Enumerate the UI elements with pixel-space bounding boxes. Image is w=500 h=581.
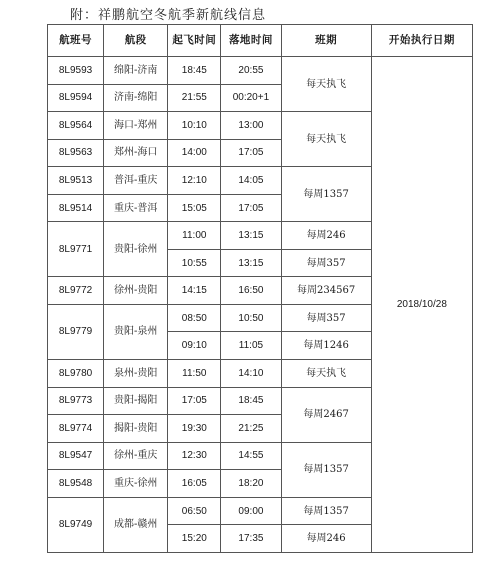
flight-no: 8L9548	[48, 470, 104, 498]
arrival-time: 00:20+1	[221, 84, 281, 112]
page-title: 附：祥鹏航空冬航季新航线信息	[70, 8, 267, 23]
arrival-time: 17:35	[221, 525, 281, 553]
route: 重庆-徐州	[104, 470, 168, 498]
header-departure: 起飞时间	[168, 25, 221, 57]
route: 贵阳-揭阳	[104, 387, 168, 415]
table-row	[48, 57, 473, 85]
departure-time: 10:10	[168, 112, 221, 140]
schedule-days: 每周246	[281, 222, 371, 250]
arrival-time: 13:00	[221, 112, 281, 140]
header-flight-no: 航班号	[48, 25, 104, 57]
arrival-time: 14:05	[221, 167, 281, 195]
start-date: 2018/10/28	[371, 57, 472, 553]
arrival-time: 17:05	[221, 139, 281, 167]
flight-no: 8L9771	[48, 222, 104, 277]
schedule-days: 每周234567	[281, 277, 371, 305]
departure-time: 16:05	[168, 470, 221, 498]
arrival-time: 16:50	[221, 277, 281, 305]
route: 徐州-重庆	[104, 442, 168, 470]
schedule-days: 每周357	[281, 249, 371, 277]
arrival-time: 11:05	[221, 332, 281, 360]
route: 重庆-普洱	[104, 194, 168, 222]
departure-time: 14:00	[168, 139, 221, 167]
schedule-days: 每天执飞	[281, 112, 371, 167]
flight-no: 8L9779	[48, 304, 104, 359]
route: 贵阳-泉州	[104, 304, 168, 359]
arrival-time: 14:55	[221, 442, 281, 470]
schedule-days: 每周246	[281, 525, 371, 553]
arrival-time: 09:00	[221, 497, 281, 525]
table-header-row	[48, 25, 473, 57]
departure-time: 08:50	[168, 304, 221, 332]
flight-no: 8L9514	[48, 194, 104, 222]
arrival-time: 13:15	[221, 222, 281, 250]
route: 揭阳-贵阳	[104, 415, 168, 443]
departure-time: 12:10	[168, 167, 221, 195]
departure-time: 06:50	[168, 497, 221, 525]
departure-time: 15:20	[168, 525, 221, 553]
departure-time: 19:30	[168, 415, 221, 443]
departure-time: 18:45	[168, 57, 221, 85]
route: 海口-郑州	[104, 112, 168, 140]
flight-no: 8L9594	[48, 84, 104, 112]
arrival-time: 14:10	[221, 360, 281, 388]
arrival-time: 13:15	[221, 249, 281, 277]
flight-no: 8L9564	[48, 112, 104, 140]
schedule-days: 每周357	[281, 304, 371, 332]
departure-time: 21:55	[168, 84, 221, 112]
flight-no: 8L9547	[48, 442, 104, 470]
arrival-time: 17:05	[221, 194, 281, 222]
route: 普洱-重庆	[104, 167, 168, 195]
arrival-time: 18:45	[221, 387, 281, 415]
flight-no: 8L9563	[48, 139, 104, 167]
route: 贵阳-徐州	[104, 222, 168, 277]
arrival-time: 10:50	[221, 304, 281, 332]
departure-time: 15:05	[168, 194, 221, 222]
schedule-days: 每周1246	[281, 332, 371, 360]
flight-no: 8L9593	[48, 57, 104, 85]
route: 济南-绵阳	[104, 84, 168, 112]
flight-no: 8L9773	[48, 387, 104, 415]
arrival-time: 21:25	[221, 415, 281, 443]
flight-no: 8L9772	[48, 277, 104, 305]
schedule-days: 每周1357	[281, 497, 371, 525]
arrival-time: 20:55	[221, 57, 281, 85]
schedule-days: 每天执飞	[281, 57, 371, 112]
schedule-days: 每周1357	[281, 442, 371, 497]
departure-time: 12:30	[168, 442, 221, 470]
schedule-days: 每周2467	[281, 387, 371, 442]
departure-time: 11:00	[168, 222, 221, 250]
route: 徐州-贵阳	[104, 277, 168, 305]
flight-no: 8L9774	[48, 415, 104, 443]
flight-no: 8L9749	[48, 497, 104, 552]
departure-time: 09:10	[168, 332, 221, 360]
flight-no: 8L9513	[48, 167, 104, 195]
header-arrival: 落地时间	[221, 25, 281, 57]
flight-schedule-table	[47, 24, 473, 553]
departure-time: 10:55	[168, 249, 221, 277]
flight-no: 8L9780	[48, 360, 104, 388]
departure-time: 17:05	[168, 387, 221, 415]
route: 郑州-海口	[104, 139, 168, 167]
route: 绵阳-济南	[104, 57, 168, 85]
departure-time: 11:50	[168, 360, 221, 388]
route: 泉州-贵阳	[104, 360, 168, 388]
header-schedule: 班期	[281, 25, 371, 57]
arrival-time: 18:20	[221, 470, 281, 498]
header-start-date: 开始执行日期	[371, 25, 472, 57]
schedule-days: 每天执飞	[281, 360, 371, 388]
header-route: 航段	[104, 25, 168, 57]
departure-time: 14:15	[168, 277, 221, 305]
route: 成都-赣州	[104, 497, 168, 552]
schedule-days: 每周1357	[281, 167, 371, 222]
